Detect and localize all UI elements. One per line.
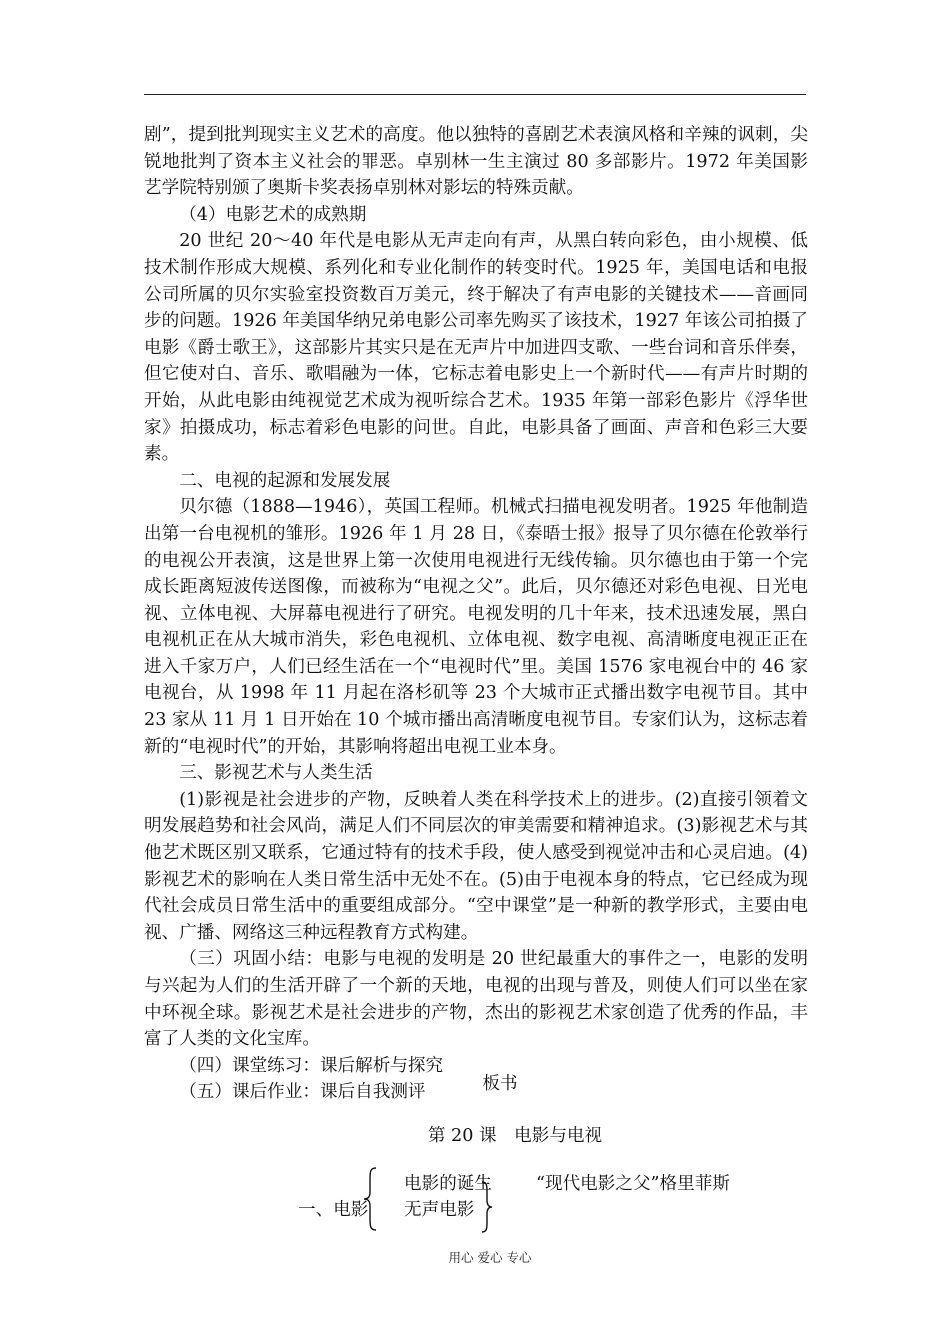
outline-brace-left <box>362 1166 378 1232</box>
outline-brace-right <box>478 1180 494 1234</box>
page-footer: 用心 爱心 专心 <box>448 1250 532 1265</box>
heading-tv-origin: 二、电视的起源和发展发展 <box>179 470 391 491</box>
document-body <box>144 122 808 1106</box>
paragraph-baird: 贝尔德（1888—1946），英国工程师。机械式扫描电视发明者。1925 年他制造出第一台电视机的雏形。1926 年 1 月 28 日，《泰晤士报》报导了贝尔德在伦敦举行的电视公开表演，这是世界上第一次使用电视进行无线传输。贝尔德也由于第一个完成长距离短波传送图像，而被称为“电视之父”。此后，贝尔德还对彩色电视、日光电视、立体电视、大屏幕电视进行了研究。电视发明的几十年来，技术迅速发展，黑白电视机正在从大城市消失，彩色电视机、立体电视、数字电视、高清晰度电视正正在进入千家万户，人们已经生活在一个“电视时代”里。美国 1576 家电视台中的 46 家电视台，从 1998 年 11 月起在洛杉矶等 23 个大城市正式播出数字电视节目。其中 23 家从 11 月 1 日开始在 10 个城市播出高清晰度电视节目。专家们认为，这标志着新的“电视时代”的开始，其影响将超出电视工业本身。 <box>144 497 808 757</box>
heading-film-maturity: （4）电影艺术的成熟期 <box>179 204 367 225</box>
paragraph-film-society: (1)影视是社会进步的产物，反映着人类在科学技术上的进步。(2)直接引领着文明发展趋势和社会风尚，满足人们不同层次的审美需要和精神追求。(3)影视艺术与其他艺术既区别又联系，它通过特有的技术手段，使人感受到视觉冲击和心灵启迪。(4)影视艺术的影响在人类日常生活中无处不在。(5)由于电视本身的特点，它已经成为现代社会成员日常生活中的重要组成部分。“空中课堂”是一种新的教学形式，主要由电视、广播、网络这三种远程教育方式构建。 <box>144 789 808 943</box>
outline-film-birth: 电影的诞生 <box>404 1174 492 1194</box>
paragraph-sound-color: 20 世纪 20～40 年代是电影从无声走向有声，从黑白转向彩色，由小规模、低技术制作形成大规模、系列化和专业化制作的转变时代。1925 年，美国电话和电报公司所属的贝尔实验室投资数百万美元，终于解决了有声电影的关键技术——音画同步的问题。1926 年美国华纳兄弟电影公司率先购买了该技术，1927 年该公司拍摄了电影《爵士歌王》，这部影片其实只是在无声片中加进四支歌、一些台词和音乐伴奏，但它使对白、音乐、歌唱融为一体，它标志着电影史上一个新时代——有声片时期的开始，从此电影由纯视觉艺术成为视听综合艺术。1935 年第一部彩色影片《浮华世家》拍摄成功，标志着彩色电影的问世。自此，电影具备了画面、声音和色彩三大要素。 <box>144 231 808 465</box>
outline-silent-film: 无声电影 <box>404 1200 475 1220</box>
paragraph-summary: （三）巩固小结：电影与电视的发明是 20 世纪最重大的事件之一，电影的发明与兴起为人们的生活开辟了一个新的天地，电视的出现与普及，则使人们可以坐在家中环视全球。影视艺术是社会进步的产物，杰出的影视艺术家创造了优秀的作品，丰富了人类的文化宝库。 <box>144 949 808 1050</box>
paragraph-practice: （四）课堂练习：课后解析与探究 <box>179 1055 444 1076</box>
board-heading: 板书 <box>482 1074 518 1094</box>
outline-film: 一、电影 <box>298 1200 369 1220</box>
outline-father-of-film: “现代电影之父”格里菲斯 <box>536 1174 730 1194</box>
paragraph-homework: （五）课后作业：课后自我测评 <box>179 1082 426 1103</box>
lesson-title: 第 20 课 电影与电视 <box>427 1126 603 1146</box>
header-rule <box>144 94 806 95</box>
paragraph-chaplin: 剧”，提到批判现实主义艺术的高度。他以独特的喜剧艺术表演风格和辛辣的讽刺，尖锐地批判了资本主义社会的罪恶。卓别林一生主演过 80 多部影片。1972 年美国影艺学院特别颁了奥斯卡奖表扬卓别林对影坛的特殊贡献。 <box>144 125 808 199</box>
heading-film-and-life: 三、影视艺术与人类生活 <box>179 763 373 784</box>
